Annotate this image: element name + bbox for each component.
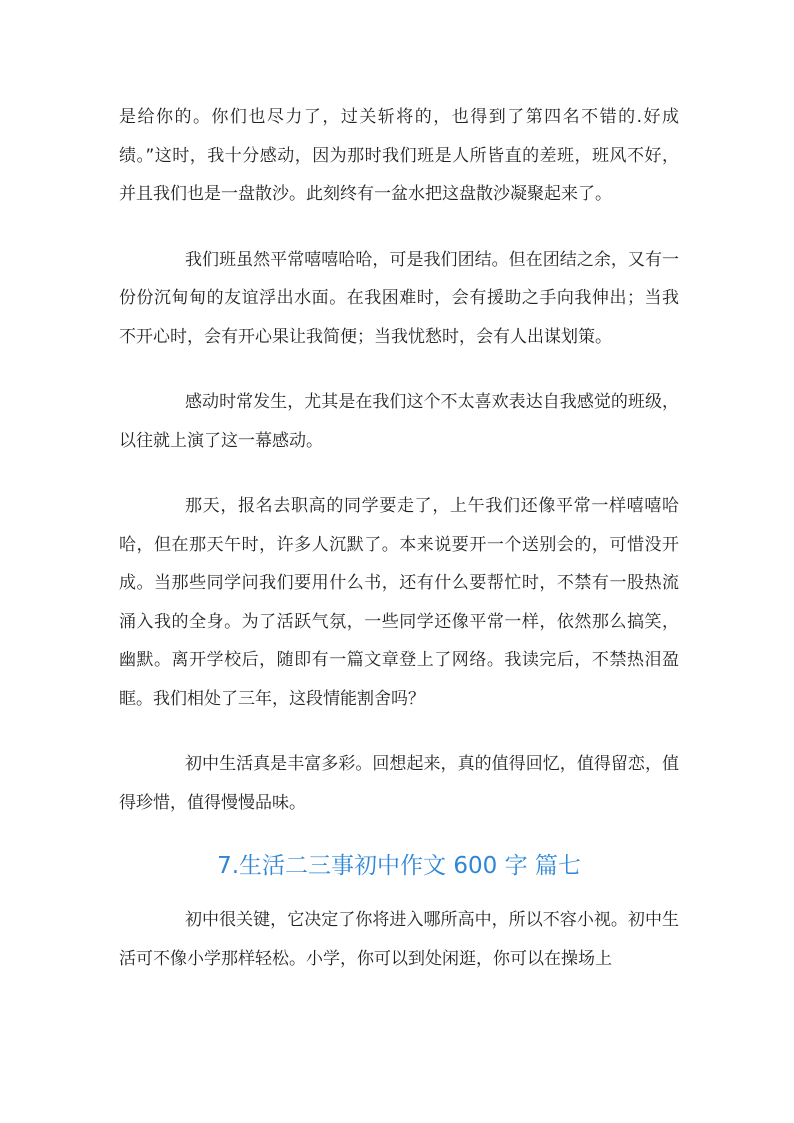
paragraph-6: 初中很关键，它决定了你将进入哪所高中，所以不容小视。初中生活可不像小学那样轻松。小学，你可以到处闲逛，你可以在操场上 [119,910,679,969]
paragraph-3: 感动时常发生，尤其是在我们这个不太喜欢表达自我感觉的班级，以往就上演了这一幕感动。 [119,392,679,451]
paragraph-1: 是给你的。你们也尽力了，过关斩将的，也得到了第四名不错的.好成绩。”这时，我十分感动，因为那时我们班是人所皆直的差班，班风不好，并且我们也是一盘散沙。此刻终有一盆水把这盘散沙凝聚起来了。 [119,107,679,204]
section-heading: 7.生活二三事初中作文 600 字 篇七 [217,853,581,879]
document-body [119,98,679,1005]
paragraph-4: 那天，报名去职高的同学要走了，上午我们还像平常一样嘻嘻哈哈，但在那天午时，许多人沉默了。本来说要开一个送别会的，可惜没开成。当那些同学问我们要用什么书，还有什么要帮忙时，不禁有一股热流涌入我的全身。为了活跃气氛，一些同学还像平常一样，依然那么搞笑，幽默。离开学校后，随即有一篇文章登上了网络。我读完后，不禁热泪盈眶。我们相处了三年，这段情能割舍吗？ [119,496,679,709]
paragraph-5: 初中生活真是丰富多彩。回想起来，真的值得回忆，值得留恋，值得珍惜，值得慢慢品味。 [119,754,679,813]
paragraph-2: 我们班虽然平常嘻嘻哈哈，可是我们团结。但在团结之余，又有一份份沉甸甸的友谊浮出水面。在我困难时，会有援助之手向我伸出；当我不开心时，会有开心果让我简便；当我忧愁时，会有人出谋划策。 [119,249,679,347]
